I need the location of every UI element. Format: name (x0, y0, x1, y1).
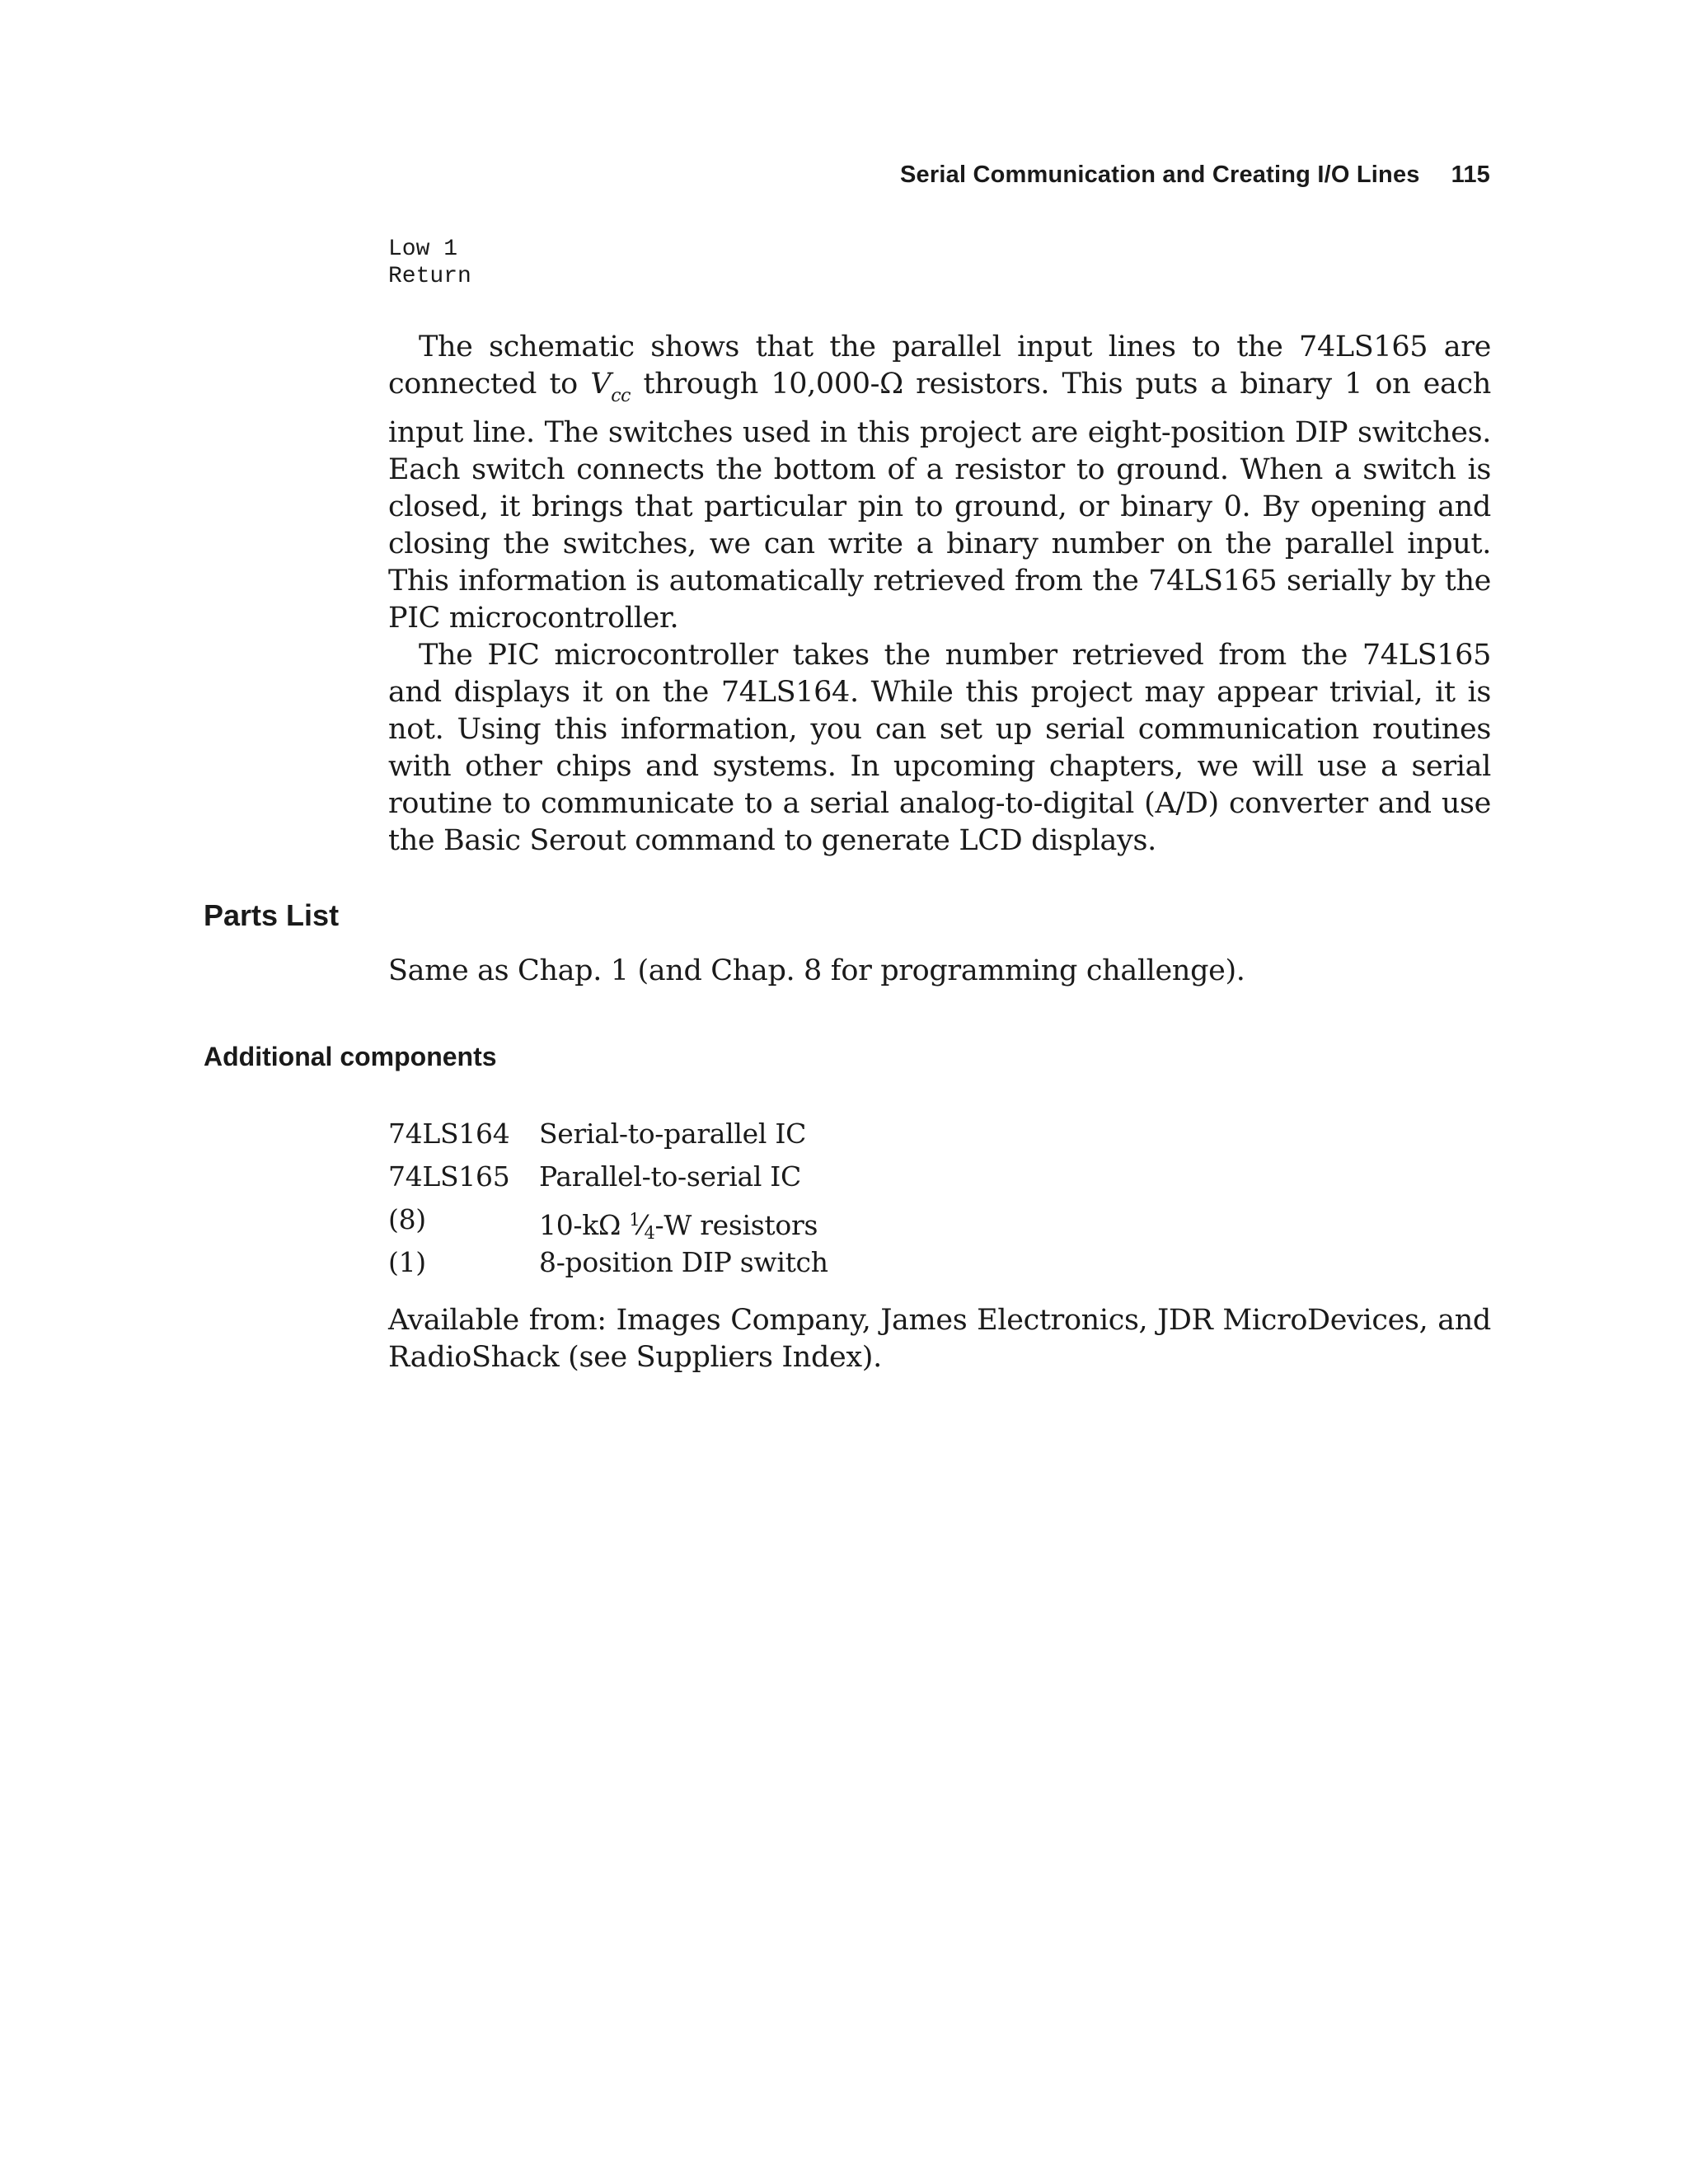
component-part: (1) (388, 1246, 426, 1278)
list-item (388, 1202, 828, 1244)
running-header (900, 162, 1490, 189)
section-heading-additional-components: Additional components (204, 1042, 497, 1071)
component-description-text: -W resistors (654, 1209, 818, 1241)
component-description: Parallel-to-serial IC (539, 1160, 801, 1193)
code-line: Return (388, 264, 471, 289)
component-part: 74LS165 (388, 1160, 510, 1193)
vcc-symbol: V (590, 368, 612, 401)
list-item (388, 1159, 828, 1202)
code-line: Low 1 (388, 237, 458, 262)
vcc-subscript: cc (611, 386, 631, 406)
fraction-denominator: 4 (644, 1223, 655, 1243)
fraction-numerator: 1 (629, 1210, 640, 1230)
paragraph-text: The schematic shows that the parallel input lines to the 74LS165 are connected to (388, 330, 1491, 401)
components-list (388, 1116, 828, 1287)
component-description: 8-position DIP switch (539, 1246, 828, 1278)
component-part: 74LS164 (388, 1118, 510, 1150)
availability-text: Available from: Images Company, James Electronics, JDR MicroDevices, and RadioShack (see Suppliers Index). (388, 1304, 1491, 1374)
list-item (388, 1244, 828, 1287)
paragraph-schematic (388, 329, 1491, 637)
component-description-text: 10-kΩ (539, 1209, 630, 1241)
paragraph-text: through 10,000-Ω resistors. This puts a binary 1 on each input line. The switches used in this project are eight-position DIP switches. Each switch connects the bottom of a resistor to ground. When a switch is closed, it brings that particular pin to ground, or binary 0. By opening and closing the switches, we can write a binary number on the parallel input. This information is automatically retrieved from the 74LS165 serially by the PIC microcontroller. (388, 368, 1492, 635)
code-block (388, 236, 471, 290)
component-description: 10-kΩ $^1$⁄4-W resistors (539, 1209, 818, 1243)
parts-list-text: Same as Chap. 1 (and Chap. 8 for programming challenge). (388, 954, 1245, 987)
paragraph-pic: The PIC microcontroller takes the number retrieved from the 74LS165 and displays it on the 74LS164. While this project may appear trivial, it is not. Using this information, you can set up serial communication routines with other chips and systems. In upcoming chapters, we will use a serial routine to communicate to a serial analog-to-digital (A/D) converter and use the Basic Serout command to generate LCD displays. (388, 639, 1491, 857)
running-header-title: Serial Communication and Creating I/O Lines (900, 162, 1420, 188)
component-description: Serial-to-parallel IC (539, 1118, 807, 1150)
section-heading-parts-list: Parts List (204, 898, 340, 932)
page-number: 115 (1451, 162, 1490, 188)
list-item (388, 1116, 828, 1159)
component-part: (8) (388, 1203, 426, 1235)
body-text (388, 329, 1491, 860)
